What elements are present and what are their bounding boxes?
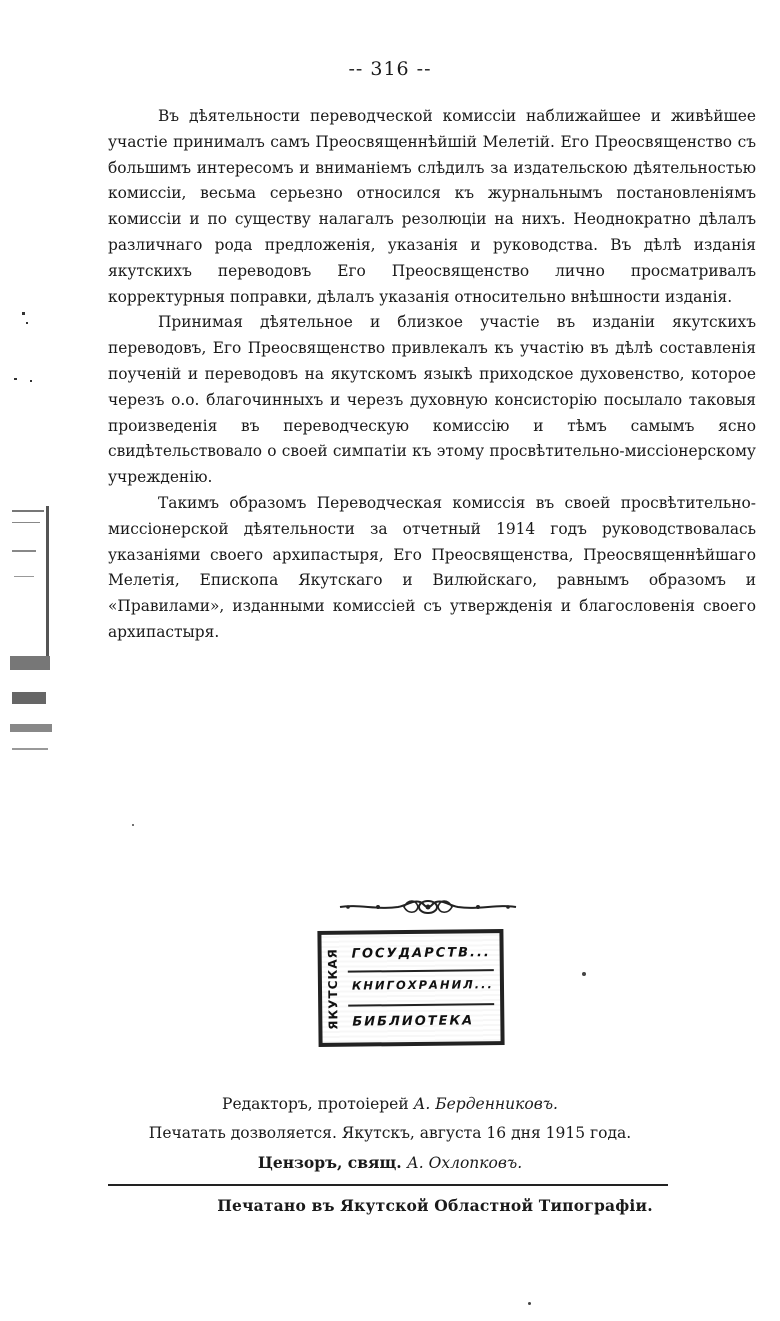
paragraph-3: Такимъ образомъ Переводческая комиссiя въ своей просвѣтительно-миссiонерской дѣятельности за отчетный 1914 годъ руководствовалась указанiями своего архипастыря, Его Преосвященства, Преосвященнѣйшаго Мелетiя, Епископа Якутскаго и Вилюйскаго, равнымъ образомъ и «Правилами», изданными комиссiей съ утвержденiя и благословенiя своего архипастыря. bbox=[108, 493, 756, 641]
body-text bbox=[108, 104, 756, 646]
editor-prefix: Редакторъ, протоiерей bbox=[222, 1095, 409, 1113]
stamp-line-3: БИБЛИОТЕКА bbox=[352, 1013, 475, 1030]
horizontal-rule bbox=[108, 1184, 668, 1186]
printer-line: Печатано въ Якутской Областной Типографiи. bbox=[217, 1196, 653, 1215]
censor-prefix: Цензоръ, свящ. bbox=[257, 1153, 402, 1172]
ink-speck bbox=[582, 972, 586, 976]
margin-bleed-marks bbox=[0, 300, 70, 780]
permission-line: Печатать дозволяется. Якутскъ, августа 16 дня 1915 года. bbox=[148, 1124, 632, 1142]
ornament-divider bbox=[338, 894, 518, 920]
stamp-line-2: КНИГОХРАНИЛ... bbox=[351, 977, 494, 993]
paragraph-1: Въ дѣятельности переводческой комиссiи наближайшее и живѣйшее участiе принималъ самъ Преосвященнѣйшiй Мелетiй. Его Преосвященство съ большимъ интересомъ и вниманiемъ слѣдилъ за издательскою дѣятельностью комиссiи, весьма серьезно относился къ журнальнымъ постановленiямъ комиссiи и по существу налагалъ резолюцiи на нихъ. Неоднократно дѣлалъ различнаго рода предложенiя, указанiя и руководства. Въ дѣлѣ изданiя якутскихъ переводовъ Его Преосвященство лично просматривалъ корректурныя поправки, дѣлалъ указанiя относительно внѣшности изданiя. bbox=[108, 107, 756, 306]
ink-speck bbox=[132, 824, 134, 826]
editor-name: А. Берденниковъ. bbox=[413, 1095, 558, 1113]
paragraph-2: Принимая дѣятельное и близкое участiе въ изданiи якутскихъ переводовъ, Его Преосвященство привлекалъ къ участiю въ дѣлѣ составленiя поученiй и переводовъ на якутскомъ языкѣ приходское духовенство, которое черезъ о.о. благочинныхъ и черезъ духовную консисторiю посылало таковыя произведенiя въ переводческую комиссiю и тѣмъ самымъ ясно свидѣтельствовало о своей симпатiи къ этому просвѣтительно-миссiонерскому учрежденiю. bbox=[108, 313, 756, 487]
stamp-side-text: ЯКУТСКАЯ bbox=[325, 947, 341, 1030]
censor-line bbox=[0, 1153, 780, 1172]
library-stamp bbox=[317, 929, 504, 1047]
ink-speck bbox=[528, 1302, 531, 1305]
page-number: -- 316 -- bbox=[348, 58, 432, 80]
stamp-line-1: ГОСУДАРСТВ... bbox=[351, 945, 491, 962]
stamp-divider-1 bbox=[348, 969, 494, 973]
stamp-divider-2 bbox=[348, 1003, 494, 1007]
editor-line bbox=[0, 1095, 780, 1113]
censor-name: А. Охлопковъ. bbox=[407, 1154, 523, 1172]
